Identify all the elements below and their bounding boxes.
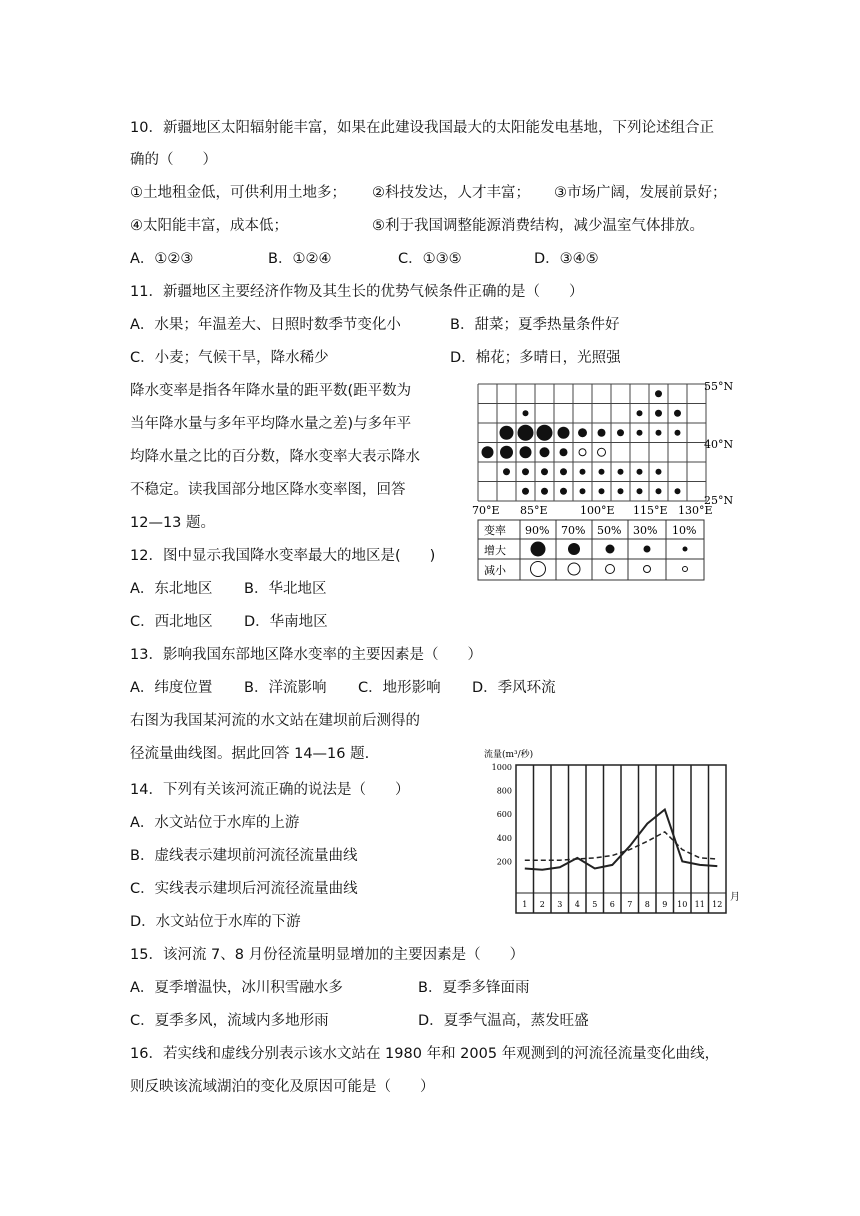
intro12-line: 均降水量之比的百分数，降水变率大表示降水: [130, 449, 420, 465]
variability-decrease-dot: [598, 448, 606, 456]
variability-increase-dot: [580, 469, 586, 475]
variability-increase-dot: [599, 469, 605, 475]
runoff-ytick-label: 200: [496, 857, 512, 867]
q13-stem: 13．影响我国东部地区降水变率的主要因素是（ ）: [130, 647, 482, 663]
intro12-line: 当年降水量与多年平均降水量之差)与多年平: [130, 416, 412, 432]
lon-label-115: 115°E: [633, 504, 668, 517]
variability-increase-dot: [599, 488, 605, 494]
lat-label-25: 25°N: [704, 494, 734, 507]
variability-increase-dot: [637, 410, 643, 416]
variability-increase-dot: [541, 488, 548, 495]
lon-label-100: 100°E: [580, 504, 615, 517]
variability-increase-dot: [482, 446, 494, 458]
q11-choice-c: C．小麦；气候干旱，降水稀少: [130, 350, 329, 366]
q14-choice-d: D．水文站位于水库的下游: [130, 914, 301, 930]
variability-increase-dot: [560, 488, 567, 495]
variability-increase-dot: [523, 410, 529, 416]
q10-choice-b: B．①②④: [268, 251, 332, 267]
q12-choice-c: C．西北地区: [130, 614, 213, 630]
runoff-month-label: 10: [677, 900, 688, 909]
variability-increase-dot: [618, 469, 624, 475]
q10-choice-a: A．①②③: [130, 251, 194, 267]
q15-choice-c: C．夏季多风，流域内多地形雨: [130, 1013, 329, 1029]
runoff-month-label: 4: [574, 900, 580, 909]
q16-stem-line2: 则反映该流域湖泊的变化及原因可能是（ ）: [130, 1079, 435, 1095]
legend-rate: 90%: [525, 524, 550, 537]
variability-increase-dot: [637, 430, 643, 436]
variability-increase-dot: [540, 447, 550, 457]
variability-increase-dot: [675, 430, 681, 436]
variability-increase-dot: [522, 488, 529, 495]
variability-increase-dot: [522, 468, 529, 475]
runoff-ylabel: 流量(m³/秒): [484, 750, 534, 760]
q15-choice-b: B．夏季多锋面雨: [418, 980, 530, 996]
q12-choice-a: A．东北地区: [130, 581, 213, 597]
q10-stem-line1: 10．新疆地区太阳辐射能丰富，如果在此建设我国最大的太阳能发电基地，下列论述组合正: [130, 120, 714, 136]
legend-increase-50-dot: [606, 545, 615, 554]
intro12-line: 不稳定。读我国部分地区降水变率图，回答: [130, 482, 406, 498]
runoff-month-label: 3: [557, 900, 563, 909]
q15-choice-d: D．夏季气温高，蒸发旺盛: [418, 1013, 589, 1029]
q12-stem: 12．图中显示我国降水变率最大的地区是( ): [130, 548, 436, 564]
q12-choice-b: B．华北地区: [244, 581, 327, 597]
legend-increase-90-dot: [531, 542, 546, 557]
legend-increase-70-dot: [568, 543, 580, 555]
q14-choice-a: A．水文站位于水库的上游: [130, 815, 300, 831]
q15-choice-a: A．夏季增温快，冰川积雪融水多: [130, 980, 343, 996]
intro12-line: 降水变率是指各年降水量的距平数(距平数为: [130, 383, 412, 399]
variability-increase-dot: [637, 488, 643, 494]
variability-increase-dot: [674, 410, 681, 417]
runoff-chart: [480, 745, 746, 917]
variability-increase-dot: [580, 488, 586, 494]
runoff-ytick-label: 400: [496, 833, 512, 843]
variability-increase-dot: [500, 426, 514, 440]
legend-increase-30-dot: [644, 546, 651, 553]
runoff-month-label: 7: [627, 900, 633, 909]
q13-choice-b: B．洋流影响: [244, 680, 327, 696]
q13-choice-c: C．地形影响: [358, 680, 441, 696]
q11-choice-a: A．水果；年温差大、日照时数季节变化小: [130, 317, 401, 333]
legend-decrease-70-dot: [568, 563, 580, 575]
legend-rate: 50%: [597, 524, 622, 537]
q13-choice-d: D．季风环流: [472, 680, 556, 696]
variability-increase-dot: [656, 488, 662, 494]
variability-increase-dot: [655, 410, 662, 417]
variability-increase-dot: [655, 390, 662, 397]
intro12-line: 12—13 题。: [130, 515, 216, 531]
variability-increase-dot: [578, 428, 587, 437]
legend-rate: 70%: [561, 524, 586, 537]
runoff-month-label: 9: [662, 900, 668, 909]
variability-increase-dot: [500, 446, 513, 459]
legend-increase-label: 增大: [484, 544, 506, 557]
runoff-month-label: 6: [609, 900, 615, 909]
variability-increase-dot: [537, 425, 553, 441]
legend-decrease-30-dot: [644, 566, 651, 573]
intro14-line: 右图为我国某河流的水文站在建坝前后测得的: [130, 713, 420, 729]
legend-decrease-90-dot: [531, 562, 546, 577]
q11-choice-b: B．甜菜；夏季热量条件好: [450, 317, 620, 333]
variability-increase-dot: [598, 429, 606, 437]
variability-increase-dot: [520, 446, 532, 458]
lon-label-70: 70°E: [472, 504, 500, 517]
variability-increase-dot: [541, 468, 548, 475]
q10-option-4: ④太阳能丰富，成本低；: [130, 218, 288, 234]
variability-increase-dot: [617, 429, 624, 436]
q10-stem-line2: 确的（ ）: [130, 152, 217, 168]
q10-option-5: ⑤利于我国调整能源消费结构，减少温室气体排放。: [372, 218, 704, 234]
lon-label-85: 85°E: [520, 504, 548, 517]
q15-stem: 15．该河流 7、8 月份径流量明显增加的主要因素是（ ）: [130, 947, 525, 963]
variability-decrease-dot: [579, 449, 586, 456]
q14-choice-c: C．实线表示建坝后河流径流量曲线: [130, 881, 358, 897]
runoff-month-label: 2: [539, 900, 545, 909]
q10-option-2: ②科技发达，人才丰富；: [372, 185, 530, 201]
precipitation-variability-map: [472, 378, 736, 582]
runoff-month-label: 11: [694, 900, 705, 909]
variability-increase-dot: [560, 448, 568, 456]
q11-stem: 11．新疆地区主要经济作物及其生长的优势气候条件正确的是（ ）: [130, 284, 584, 300]
runoff-month-label: 5: [592, 900, 598, 909]
runoff-axes: [516, 765, 726, 913]
q10-choice-d: D．③④⑤: [534, 251, 599, 267]
q10-choice-c: C．①③⑤: [398, 251, 462, 267]
lat-label-40: 40°N: [704, 438, 734, 451]
variability-increase-dot: [518, 425, 534, 441]
variability-increase-dot: [656, 469, 662, 475]
variability-increase-dot: [560, 468, 567, 475]
intro14-line: 径流量曲线图。据此回答 14—16 题.: [130, 746, 370, 762]
q10-option-3: ③市场广阔，发展前景好；: [554, 185, 727, 201]
q13-choice-a: A．纬度位置: [130, 680, 213, 696]
map-legend: [478, 520, 704, 580]
variability-increase-dot: [637, 469, 643, 475]
legend-decrease-10-dot: [683, 567, 688, 572]
runoff-ytick-label: 1000: [491, 763, 512, 772]
legend-decrease-label: 减小: [484, 564, 506, 577]
variability-increase-dot: [503, 468, 510, 475]
legend-decrease-50-dot: [606, 565, 615, 574]
q14-choice-b: B．虚线表示建坝前河流径流量曲线: [130, 848, 358, 864]
variability-increase-dot: [656, 430, 662, 436]
variability-increase-dot: [558, 427, 570, 439]
map-grid: [478, 384, 706, 501]
legend-increase-10-dot: [683, 547, 688, 552]
runoff-ticks: [492, 763, 723, 909]
legend-header: 变率: [484, 524, 506, 537]
legend-rate: 10%: [672, 524, 697, 537]
runoff-ytick-label: 800: [496, 786, 512, 796]
legend-rate: 30%: [633, 524, 658, 537]
q16-stem-line1: 16．若实线和虚线分别表示该水文站在 1980 年和 2005 年观测到的河流径流量变化曲线，: [130, 1046, 720, 1062]
lon-label-130: 130°E: [678, 504, 713, 517]
runoff-month-label: 8: [644, 900, 650, 909]
runoff-ytick-label: 600: [496, 810, 512, 820]
q11-choice-d: D．棉花；多晴日，光照强: [450, 350, 621, 366]
runoff-month-label: 1: [522, 900, 528, 909]
runoff-month-label: 12: [712, 900, 723, 909]
q14-stem: 14．下列有关该河流正确的说法是（ ）: [130, 782, 410, 798]
q10-option-1: ①土地租金低，可供利用土地多；: [130, 185, 346, 201]
runoff-xlabel: 月: [730, 892, 740, 903]
lat-label-55: 55°N: [704, 380, 734, 393]
variability-increase-dot: [675, 488, 681, 494]
variability-increase-dot: [618, 488, 624, 494]
q12-choice-d: D．华南地区: [244, 614, 328, 630]
